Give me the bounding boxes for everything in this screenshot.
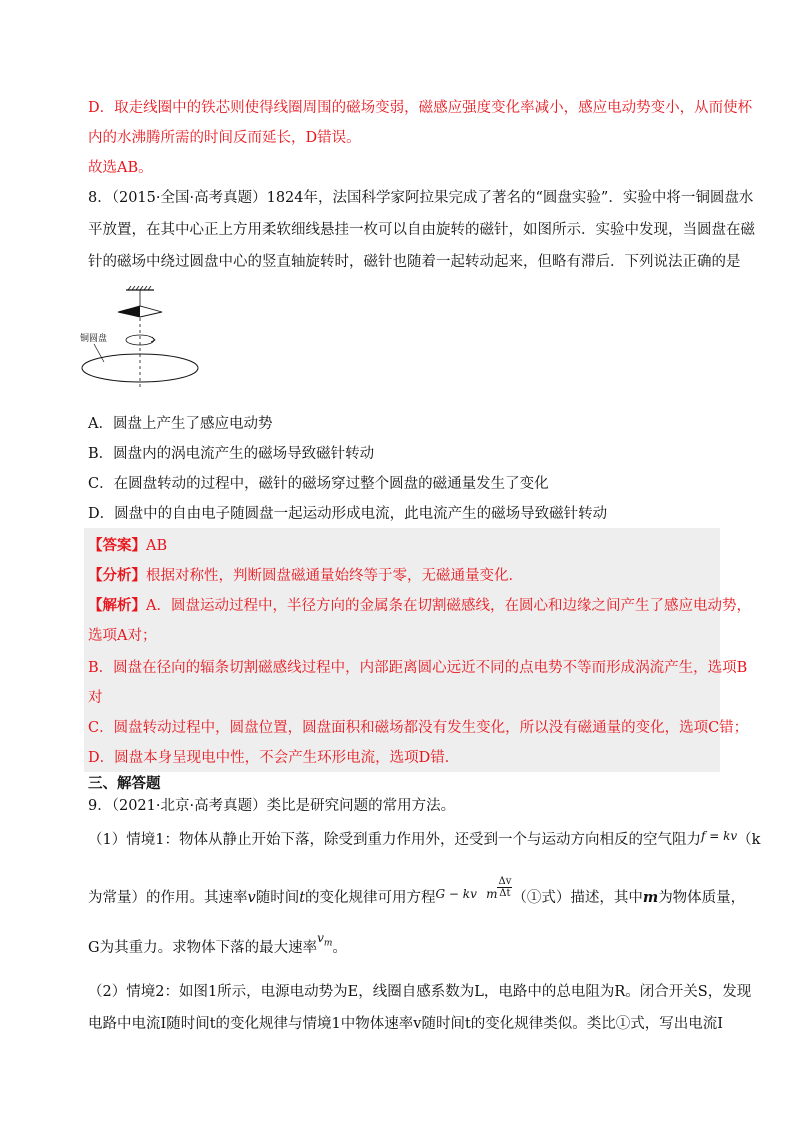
q8-answer: [88, 536, 167, 556]
max-speed-v: v: [317, 931, 324, 945]
q9-part1-line2: [88, 876, 745, 908]
q9-text-e: 为物体质量，: [658, 890, 746, 906]
q8-solution-b-line2: 对: [88, 690, 103, 706]
q9-part1-text: （1）情境1：物体从静止开始下落，除受到重力作用外，还受到一个与运动方向相反的空气阻力: [88, 832, 701, 848]
answer-value: AB: [146, 538, 168, 554]
copper-disk-figure: [80, 284, 230, 394]
q9-part2-line1: （2）情境2：如图1所示，电源电动势为E，线圈自感系数为L，电路中的总电阻为R。闭合开关S，发现: [88, 984, 752, 1000]
q8-option-d: D．圆盘中的自由电子随圆盘一起运动形成电流，此电流产生的磁场导致磁针转动: [88, 506, 608, 522]
prev-conclusion: 故选AB。: [88, 160, 153, 176]
q9-part1-k: （k: [737, 832, 761, 848]
drag-force-formula: f = kv: [700, 829, 738, 843]
section-heading: 三、解答题: [88, 775, 161, 792]
q9-text-d: （①式）描述，其中: [512, 890, 643, 906]
q8-solution-d: D．圆盘本身呈现电中性，不会产生环形电流，选项D错．: [88, 750, 460, 766]
q8-solution-a-line1: [88, 596, 751, 616]
q8-option-a: A．圆盘上产生了感应电动势: [88, 416, 273, 432]
max-speed-symbol: [317, 931, 333, 949]
q9-part1-line3: [88, 931, 347, 963]
q9-stem: 9．（2021·北京·高考真题）类比是研究问题的常用方法。: [88, 798, 456, 814]
q9-text-a: 为常量）的作用。其速率: [88, 890, 248, 906]
equation-fraction: [497, 876, 512, 899]
analysis-text: 根据对称性，判断圆盘磁通量始终等于零，无磁通量变化．: [146, 568, 523, 584]
q9-text-end: 。: [332, 940, 347, 956]
q8-solution-a-line2: 选项A对；: [88, 628, 157, 644]
prev-option-d-line1: D．取走线圈中的铁芯则使得线圈周围的磁场变弱，磁感应强度变化率减小，感应电动势变小，从而使杯: [88, 100, 753, 116]
q9-text-c: 的变化规律可用方程: [305, 890, 436, 906]
prev-option-d-line2: 内的水沸腾所需的时间反而延长，D错误。: [88, 130, 361, 146]
solution-a-text: A．圆盘运动过程中，半径方向的金属条在切割磁感线，在圆心和边缘之间产生了感应电动势，: [146, 598, 751, 614]
q8-analysis: [88, 566, 523, 586]
analysis-tag: 【分析】: [88, 567, 146, 584]
q9-text-b: 随时间: [255, 890, 300, 906]
q8-solution-c: C．圆盘转动过程中，圆盘位置，圆盘面积和磁场都没有发生变化，所以没有磁通量的变化，选项C错；: [88, 720, 749, 736]
fraction-denominator: Δt: [499, 888, 511, 899]
q9-text-g: G为其重力。求物体下落的最大速率: [88, 940, 318, 956]
q9-part1-line1: [88, 826, 760, 850]
arago-disk-diagram: [80, 284, 230, 394]
q8-stem-line1: 8．（2015·全国·高考真题）1824年，法国科学家阿拉果完成了著名的“圆盘实验”．实验中将一铜圆盘水: [88, 190, 754, 206]
var-v: v: [247, 890, 256, 906]
q8-option-c: C．在圆盘转动的过程中，磁针的磁场穿过整个圆盘的磁通量发生了变化: [88, 476, 549, 492]
var-t: t: [299, 890, 306, 906]
answer-tag: 【答案】: [88, 537, 146, 554]
copper-disk-label: 铜圆盘: [80, 334, 108, 344]
solution-tag: 【解析】: [88, 597, 146, 614]
q9-part2-line2: 电路中电流I随时间t的变化规律与情境1中物体速率v随时间t的变化规律类似。类比①式，写出电流I: [88, 1016, 724, 1032]
equation-mass: m: [486, 887, 498, 901]
q8-stem-line2: 平放置，在其中心正上方用柔软细线悬挂一枚可以自由旋转的磁针，如图所示．实验中发现，当圆盘在磁: [88, 222, 755, 238]
q8-stem-line3: 针的磁场中绕过圆盘中心的竖直轴旋转时，磁针也随着一起转动起来，但略有滞后．下列说法正确的是: [88, 254, 741, 270]
q8-solution-b-line1: B．圆盘在径向的辐条切割磁感线过程中，内部距离圆心远近不同的点电势不等而形成涡流产生，选项B: [88, 660, 748, 676]
max-speed-subscript: m: [323, 938, 333, 949]
var-m: m: [642, 889, 659, 906]
q8-option-b: B．圆盘内的涡电流产生的磁场导致磁针转动: [88, 446, 375, 462]
fraction-numerator: Δv: [498, 876, 512, 887]
equation-left: G − kv: [435, 887, 477, 901]
